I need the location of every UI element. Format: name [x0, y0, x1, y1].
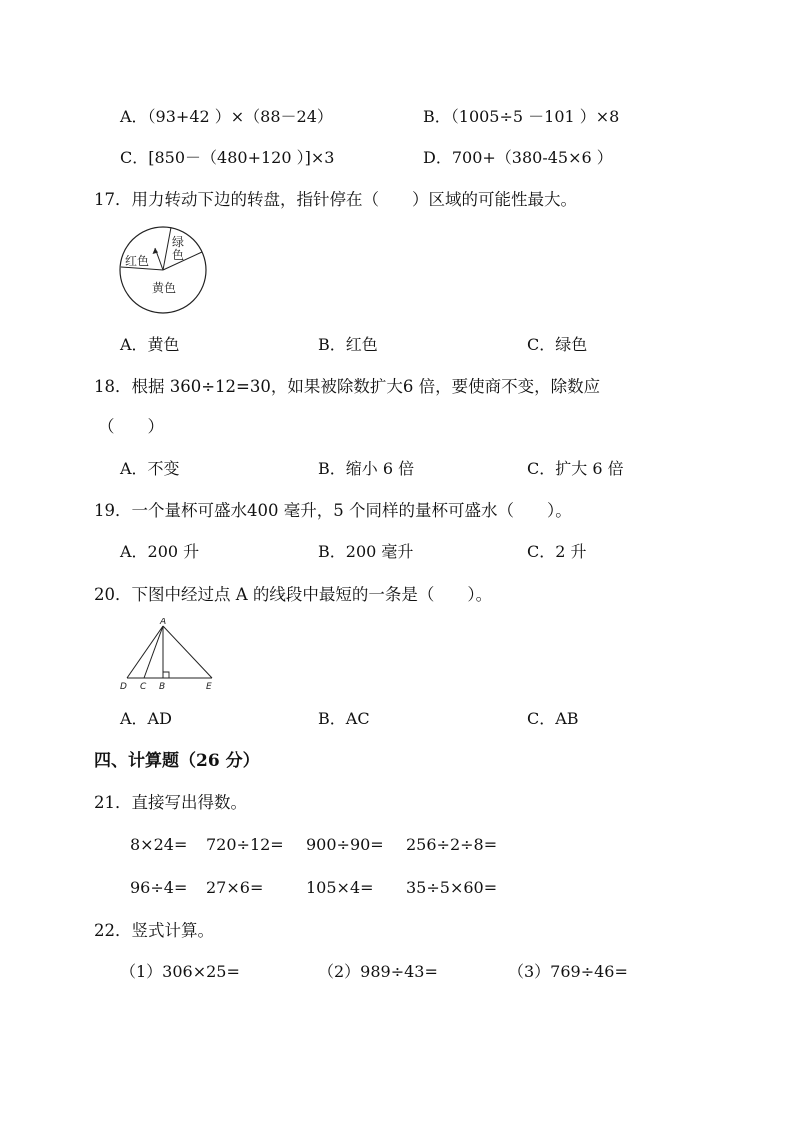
q20-option-a: A．AD [120, 709, 172, 728]
q22-item: （2）989÷43= [318, 962, 438, 981]
q17-option-a: A．黄色 [120, 335, 180, 354]
q16-option-d: D．700+（380-45×6 ） [423, 148, 613, 167]
q18-option-a: A．不变 [120, 459, 180, 478]
q17-option-c: C．绿色 [527, 335, 588, 354]
triangle-figure [114, 618, 220, 694]
q22-item: （1）306×25= [120, 962, 240, 981]
q17-question: 17．用力转动下边的转盘，指针停在（ ）区域的可能性最大。 [94, 190, 577, 209]
section-heading: 四、计算题（26 分） [94, 751, 260, 771]
q19-option-c: C．2 升 [527, 542, 587, 561]
q21-row2-item: 27×6= [206, 878, 264, 897]
right-angle-mark [163, 672, 169, 678]
spinner-label-yellow: 黄色 [152, 281, 177, 295]
q19-option-a: A．200 升 [120, 542, 200, 561]
q22-item: （3）769÷46= [508, 962, 628, 981]
label-a: A [160, 618, 167, 627]
q18-question-line1: 18．根据 360÷12=30，如果被除数扩大6 倍，要使商不变，除数应 [94, 377, 601, 396]
label-d: D [120, 682, 127, 692]
q20-option-c: C．AB [527, 709, 579, 728]
spinner-label-green-1: 绿 [172, 235, 185, 249]
spinner-divider-1 [163, 228, 171, 271]
label-b: B [159, 682, 166, 692]
q17-option-b: B．红色 [318, 335, 378, 354]
q21-row1-item: 256÷2÷8= [406, 835, 498, 854]
q21-row1-item: 8×24= [130, 835, 188, 854]
q21-row2-item: 35÷5×60= [406, 878, 498, 897]
q16-option-c: C．[850－（480+120 ）]×3 [120, 148, 335, 167]
segment-ad [127, 626, 163, 678]
q16-option-b: B．（1005÷5 －101 ）×8 [423, 107, 620, 126]
spinner-figure [116, 224, 212, 316]
spinner-label-green-2: 色 [172, 248, 185, 262]
q18-question-line2: （ ） [98, 417, 164, 436]
q22-question: 22．竖式计算。 [94, 921, 214, 940]
q21-question: 21．直接写出得数。 [94, 793, 247, 812]
q21-row1-item: 900÷90= [306, 835, 384, 854]
q18-option-c: C．扩大 6 倍 [527, 459, 624, 478]
label-c: C [140, 682, 147, 692]
spinner-label-red: 红色 [125, 254, 150, 268]
q21-row2-item: 96÷4= [130, 878, 188, 897]
q16-option-a: A．（93+42 ）×（88－24） [120, 107, 333, 126]
segment-ac [144, 626, 163, 678]
label-e: E [206, 682, 212, 692]
q20-question: 20．下图中经过点 A 的线段中最短的一条是（ ）。 [94, 585, 493, 604]
q21-row2-item: 105×4= [306, 878, 374, 897]
segment-ae [163, 626, 212, 678]
q19-question: 19．一个量杯可盛水400 毫升，5 个同样的量杯可盛水（ ）。 [94, 501, 572, 520]
q20-option-b: B．AC [318, 709, 370, 728]
q18-option-b: B．缩小 6 倍 [318, 459, 415, 478]
q21-row1-item: 720÷12= [206, 835, 284, 854]
q19-option-b: B．200 毫升 [318, 542, 414, 561]
